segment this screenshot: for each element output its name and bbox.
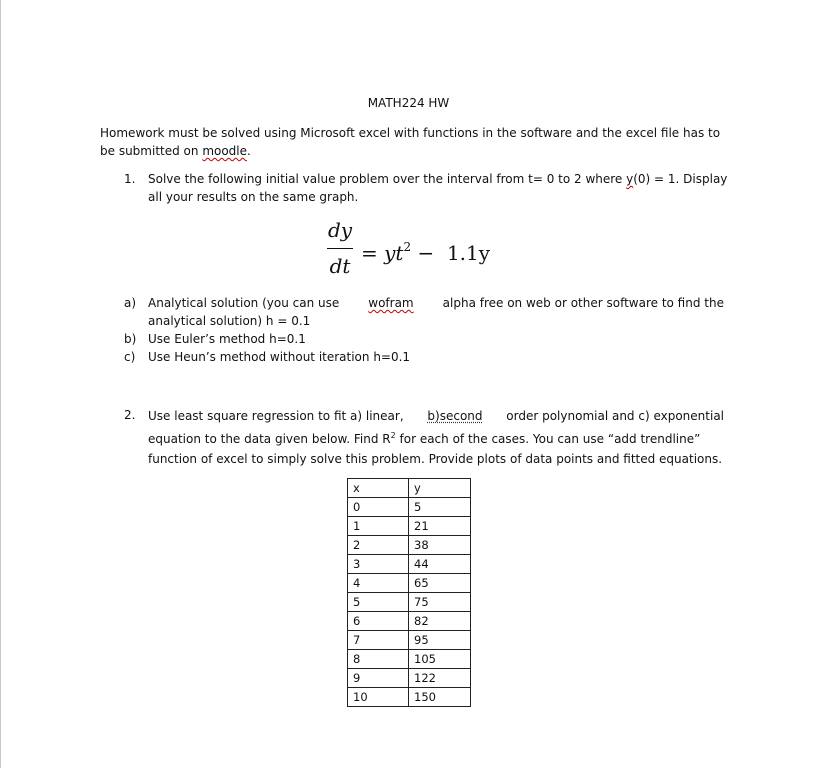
intro-line-1: Homework must be solved using Microsoft excel with functions in the software and the excel file has to xyxy=(100,126,721,140)
intro-line-2: be submitted on moodle. xyxy=(100,144,251,158)
cell-y: 105 xyxy=(409,650,471,669)
q2-text xyxy=(148,406,724,469)
cell-x: 6 xyxy=(348,612,409,631)
cell-x: 7 xyxy=(348,631,409,650)
cell-y: 65 xyxy=(409,574,471,593)
q1-part-a-line-2: analytical solution) h = 0.1 xyxy=(148,314,311,328)
table-row xyxy=(348,517,471,536)
cell-y: 75 xyxy=(409,593,471,612)
data-table xyxy=(347,478,471,707)
header-y: y xyxy=(409,479,471,498)
q1-part-b: b) Use Euler’s method h=0.1 xyxy=(124,332,306,346)
cell-y: 5 xyxy=(409,498,471,517)
q1-text xyxy=(148,170,728,206)
table-row xyxy=(348,536,471,555)
table-body xyxy=(348,498,471,707)
q2-line-3: function of excel to simply solve this problem. Provide plots of data points and fitted equations. xyxy=(148,452,723,466)
spellcheck-wofram: wofram xyxy=(368,296,414,310)
cell-x: 1 xyxy=(348,517,409,536)
cell-x: 10 xyxy=(348,688,409,707)
table-row xyxy=(348,650,471,669)
q1-part-c: c) Use Heun’s method without iteration h=0.1 xyxy=(124,350,411,364)
cell-y: 38 xyxy=(409,536,471,555)
table-row xyxy=(348,555,471,574)
equation-rhs: = $yt^2 - 1.1y$ xyxy=(361,240,491,265)
cell-y: 82 xyxy=(409,612,471,631)
header-x: x xyxy=(348,479,409,498)
cell-x: 8 xyxy=(348,650,409,669)
cell-x: 5 xyxy=(348,593,409,612)
q2-line-1: Use least square regression to fit a) linear, b)second order polynomial and c) exponential xyxy=(148,406,724,426)
q2-line-2: equation to the data given below. Find $R^2$ for each of the cases. You can use “add trendline” xyxy=(148,431,701,446)
table-row xyxy=(348,593,471,612)
fraction-bar xyxy=(327,248,353,249)
q1-part-a: a) Analytical solution (you can use wofram alpha free on web or other software to find the xyxy=(124,296,724,310)
intro-paragraph xyxy=(100,124,725,160)
document-title: MATH224 HW xyxy=(367,96,450,110)
cell-y: 150 xyxy=(409,688,471,707)
q1-line-1: Solve the following initial value problem over the interval from t= 0 to 2 where y(0) = 1. Display xyxy=(148,172,728,186)
cell-y: 122 xyxy=(409,669,471,688)
table-row xyxy=(348,612,471,631)
table-row xyxy=(348,574,471,593)
q1-line-2: all your results on the same graph. xyxy=(148,190,359,204)
cell-y: 21 xyxy=(409,517,471,536)
q2-bsecond: b)second xyxy=(427,409,483,423)
spellcheck-moodle: moodle xyxy=(202,144,248,158)
table-row xyxy=(348,498,471,517)
cell-x: 2 xyxy=(348,536,409,555)
cell-x: 0 xyxy=(348,498,409,517)
q1-number: 1. xyxy=(124,172,136,186)
cell-x: 4 xyxy=(348,574,409,593)
cell-x: 3 xyxy=(348,555,409,574)
table-row xyxy=(348,669,471,688)
cell-y: 95 xyxy=(409,631,471,650)
table-row xyxy=(348,688,471,707)
spellcheck-y: y xyxy=(626,172,634,186)
cell-y: 44 xyxy=(409,555,471,574)
fraction-denominator: dt xyxy=(329,254,351,278)
table-header-row xyxy=(348,479,471,498)
cell-x: 9 xyxy=(348,669,409,688)
q2-number: 2. xyxy=(124,408,136,422)
fraction-numerator: dy xyxy=(327,218,353,242)
table-row xyxy=(348,631,471,650)
